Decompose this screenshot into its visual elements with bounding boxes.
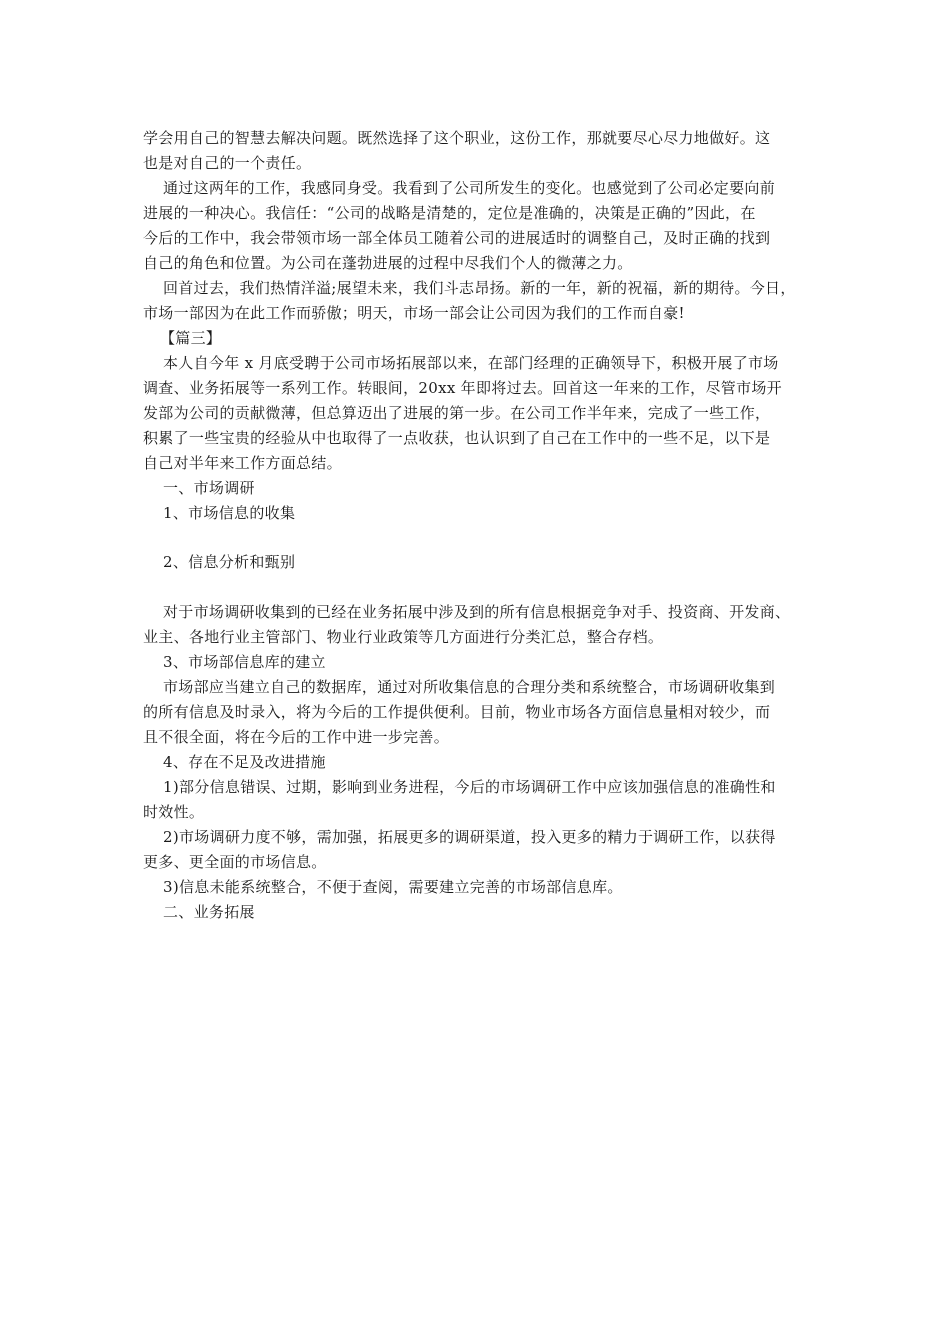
text-line: 今后的工作中，我会带领市场一部全体员工随着公司的进展适时的调整自己，及时正确的找到 (143, 229, 771, 247)
text-line: 市场部应当建立自己的数据库，通过对所收集信息的合理分类和系统整合，市场调研收集到 (163, 678, 776, 696)
text-line: 通过这两年的工作，我感同身受。我看到了公司所发生的变化。也感觉到了公司必定要向前 (163, 179, 776, 197)
text-line: 1)部分信息错误、过期，影响到业务进程，今后的市场调研工作中应该加强信息的准确性和 (163, 778, 776, 796)
text-line: 自己的角色和位置。为公司在蓬勃进展的过程中尽我们个人的微薄之力。 (143, 254, 633, 272)
text-line: 更多、更全面的市场信息。 (143, 853, 327, 871)
text-line: 积累了一些宝贵的经验从中也取得了一点收获，也认识到了自己在工作中的一些不足，以下是 (143, 429, 771, 447)
subsection-heading: 4、存在不足及改进措施 (163, 753, 326, 771)
text-line: 学会用自己的智慧去解决问题。既然选择了这个职业，这份工作，那就要尽心尽力地做好。这 (143, 129, 771, 147)
text-line: 3)信息未能系统整合，不便于查阅，需要建立完善的市场部信息库。 (163, 878, 623, 896)
text-line: 市场一部因为在此工作而骄傲；明天，市场一部会让公司因为我们的工作而自豪! (143, 304, 685, 322)
section-heading: 【篇三】 (160, 329, 222, 347)
text-line: 进展的一种决心。我信任：“公司的战略是清楚的，定位是准确的，决策是正确的”因此，在 (143, 204, 756, 222)
text-line: 业主、各地行业主管部门、物业行业政策等几方面进行分类汇总，整合存档。 (143, 628, 664, 646)
text-line: 回首过去，我们热情洋溢;展望未来，我们斗志昂扬。新的一年，新的祝福，新的期待。今日， (163, 279, 796, 297)
text-line: 自己对半年来工作方面总结。 (143, 454, 342, 472)
text-line: 调查、业务拓展等一系列工作。转眼间，20xx 年即将过去。回首这一年来的工作，尽管市场开 (143, 379, 782, 397)
section-heading: 一、市场调研 (163, 479, 255, 497)
text-line: 发部为公司的贡献微薄，但总算迈出了进展的第一步。在公司工作半年来，完成了一些工作， (143, 404, 771, 422)
text-line: 时效性。 (143, 803, 205, 821)
text-line: 本人自今年 x 月底受聘于公司市场拓展部以来，在部门经理的正确领导下，积极开展了市场 (163, 354, 779, 372)
text-line: 也是对自己的一个责任。 (143, 154, 312, 172)
section-heading: 二、业务拓展 (163, 903, 255, 921)
subsection-heading: 3、市场部信息库的建立 (163, 653, 326, 671)
text-line: 的所有信息及时录入，将为今后的工作提供便利。目前，物业市场各方面信息量相对较少，而 (143, 703, 771, 721)
text-line: 2)市场调研力度不够，需加强，拓展更多的调研渠道，投入更多的精力于调研工作，以获得 (163, 828, 776, 846)
text-line: 且不很全面，将在今后的工作中进一步完善。 (143, 728, 450, 746)
text-line: 对于市场调研收集到的已经在业务拓展中涉及到的所有信息根据竞争对手、投资商、开发商、 (163, 603, 791, 621)
subsection-heading: 2、信息分析和甄别 (163, 553, 296, 571)
subsection-heading: 1、市场信息的收集 (163, 504, 296, 522)
